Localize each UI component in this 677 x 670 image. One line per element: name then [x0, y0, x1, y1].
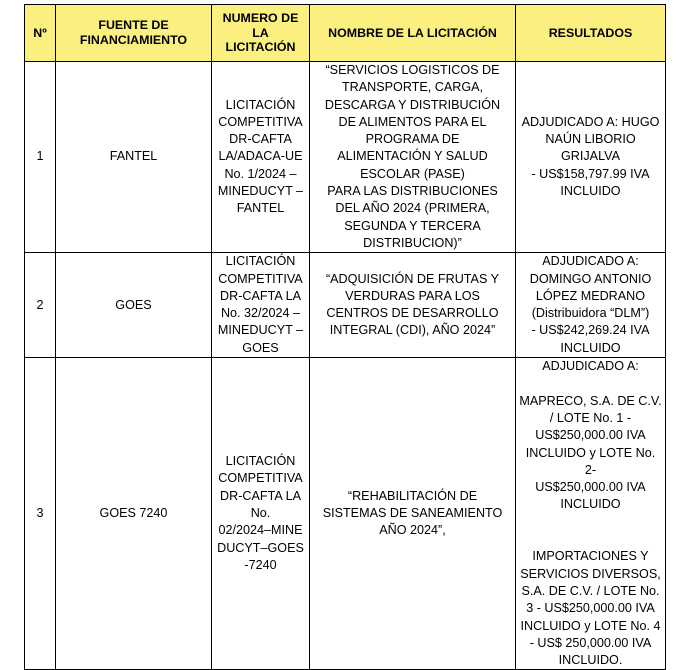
cell-fuente: GOES	[56, 253, 212, 358]
cell-nombre: “ADQUISICIÓN DE FRUTAS Y VERDURAS PARA LOS CENTROS DE DESARROLLO INTEGRAL (CDI), AÑO 2024”	[310, 253, 516, 358]
cell-numero: LICITACIÓN COMPETITIVA DR-CAFTA LA No. 32/2024 – MINEDUCYT – GOES	[212, 253, 310, 358]
cell-num: 3	[25, 358, 56, 670]
cell-fuente: GOES 7240	[56, 358, 212, 670]
header-nombre: NOMBRE DE LA LICITACIÓN	[310, 5, 516, 62]
cell-numero: LICITACIÓN COMPETITIVA DR-CAFTA LA No. 02/2024–MINE DUCYT–GOES -7240	[212, 358, 310, 670]
table-row	[25, 358, 666, 670]
header-num: Nº	[25, 5, 56, 62]
cell-resultados: ADJUDICADO A: MAPRECO, S.A. DE C.V. / LOTE No. 1 - US$250,000.00 IVA INCLUIDO y LOTE No. 2- US$250,000.00 IVA INCLUIDO IMPORTACIONES Y SERVICIOS DIVERSOS, S.A. DE C.V. / LOTE No. 3 - US$250,000.00 IVA INCLUIDO y LOTE No. 4 - US$ 250,000.00 IVA INCLUIDO.	[516, 358, 666, 670]
cell-nombre: “SERVICIOS LOGISTICOS DE TRANSPORTE, CARGA, DESCARGA Y DISTRIBUCIÓN DE ALIMENTOS PARA EL PROGRAMA DE ALIMENTACIÓN Y SALUD ESCOLAR (PASE) PARA LAS DISTRIBUCIONES DEL AÑO 2024 (PRIMERA, SEGUNDA Y TERCERA DISTRIBUCION)”	[310, 62, 516, 253]
cell-num: 1	[25, 62, 56, 253]
licitaciones-table	[24, 4, 666, 670]
header-numero: NUMERO DE LA LICITACIÓN	[212, 5, 310, 62]
cell-num: 2	[25, 253, 56, 358]
cell-resultados: ADJUDICADO A: DOMINGO ANTONIO LÓPEZ MEDRANO (Distribuidora “DLM”) - US$242,269.24 IVA INCLUIDO	[516, 253, 666, 358]
table-row	[25, 253, 666, 358]
cell-resultados: ADJUDICADO A: HUGO NAÚN LIBORIO GRIJALVA - US$158,797.99 IVA INCLUIDO	[516, 62, 666, 253]
cell-fuente: FANTEL	[56, 62, 212, 253]
header-fuente: FUENTE DE FINANCIAMIENTO	[56, 5, 212, 62]
table-header-row	[25, 5, 666, 62]
cell-nombre: “REHABILITACIÓN DE SISTEMAS DE SANEAMIENTO AÑO 2024”,	[310, 358, 516, 670]
table-row	[25, 62, 666, 253]
header-resultados: RESULTADOS	[516, 5, 666, 62]
cell-numero: LICITACIÓN COMPETITIVA DR-CAFTA LA/ADACA-UE No. 1/2024 – MINEDUCYT – FANTEL	[212, 62, 310, 253]
